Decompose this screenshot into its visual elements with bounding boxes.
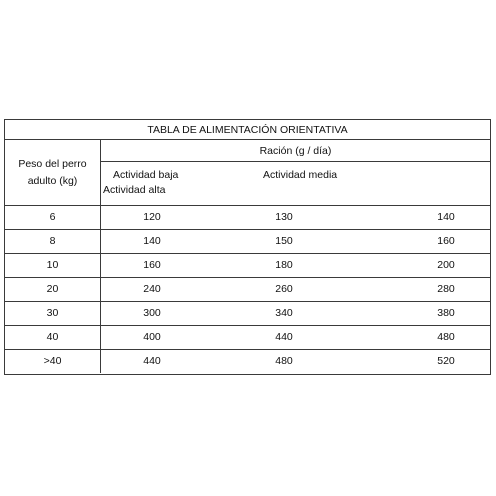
weight-cell: 8 [5, 230, 101, 253]
ration-high-cell: 160 [437, 235, 455, 247]
activity-medium-label: Actividad media [263, 169, 338, 181]
weight-cell: 10 [5, 254, 101, 277]
ration-medium-cell: 340 [275, 307, 293, 319]
weight-cell: 6 [5, 206, 101, 229]
weight-header-line1: Peso del perro [18, 157, 87, 170]
ration-medium-cell: 260 [275, 283, 293, 295]
ration-medium-cell: 180 [275, 259, 293, 271]
weight-cell: 40 [5, 326, 101, 349]
weight-column-header [5, 140, 101, 205]
weight-header-line2: adulto (kg) [27, 174, 78, 187]
ration-low-cell: 440 [143, 355, 161, 367]
table-row [5, 277, 490, 301]
weight-cell: >40 [5, 350, 101, 373]
ration-high-cell: 480 [437, 331, 455, 343]
table-title: TABLA DE ALIMENTACIÓN ORIENTATIVA [5, 120, 490, 140]
table-row [5, 229, 490, 253]
table-row [5, 253, 490, 277]
ration-medium-cell: 440 [275, 331, 293, 343]
ration-medium-cell: 480 [275, 355, 293, 367]
table-row [5, 205, 490, 229]
ration-high-cell: 380 [437, 307, 455, 319]
ration-low-cell: 300 [143, 307, 161, 319]
ration-low-cell: 240 [143, 283, 161, 295]
ration-low-cell: 400 [143, 331, 161, 343]
ration-high-cell: 520 [437, 355, 455, 367]
table-row [5, 325, 490, 349]
activity-high-label: Actividad alta [103, 184, 166, 196]
ration-high-cell: 280 [437, 283, 455, 295]
ration-high-cell: 200 [437, 259, 455, 271]
ration-high-cell: 140 [437, 211, 455, 223]
ration-low-cell: 140 [143, 235, 161, 247]
table-row [5, 349, 490, 373]
weight-cell: 30 [5, 302, 101, 325]
weight-cell: 20 [5, 278, 101, 301]
table-row [5, 301, 490, 325]
feeding-table [4, 119, 491, 375]
ration-medium-cell: 150 [275, 235, 293, 247]
ration-low-cell: 120 [143, 211, 161, 223]
ration-header: Ración (g / día) [101, 140, 490, 162]
activity-low-label: Actividad baja [113, 169, 179, 181]
ration-low-cell: 160 [143, 259, 161, 271]
ration-medium-cell: 130 [275, 211, 293, 223]
